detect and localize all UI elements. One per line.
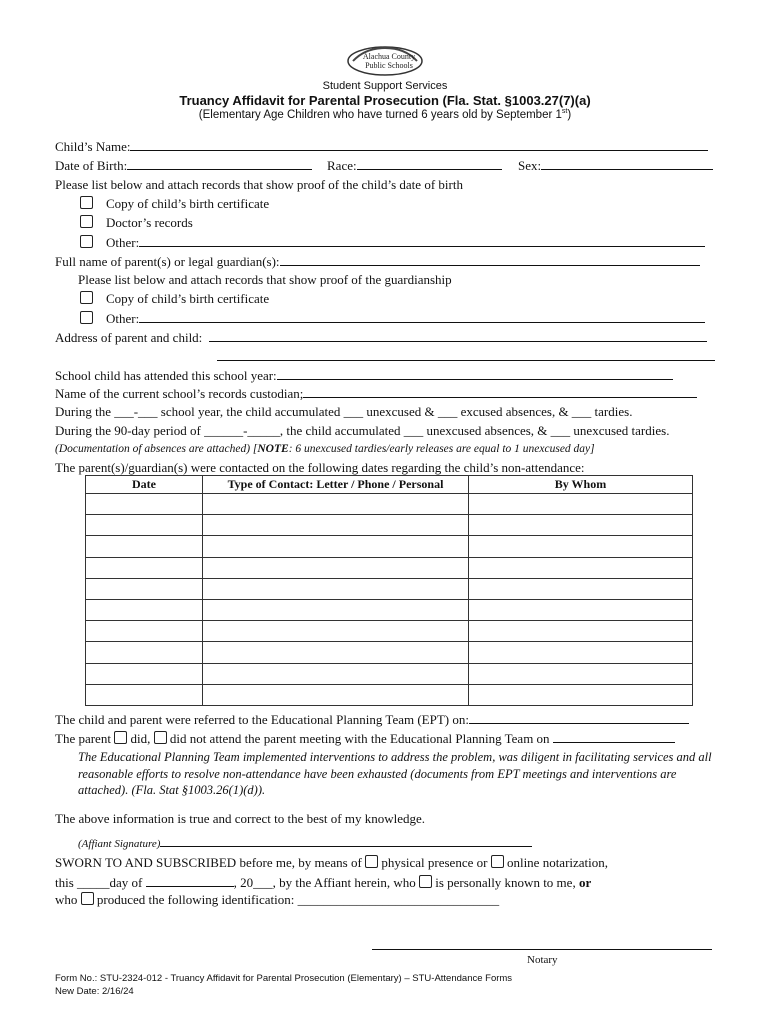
table-row bbox=[86, 621, 693, 642]
custodian-field[interactable]: Name of the current school’s records custodian; bbox=[55, 385, 697, 402]
table-row bbox=[86, 515, 693, 536]
produced-id-checkbox[interactable] bbox=[81, 892, 94, 905]
child-name-field[interactable]: Child’s Name: bbox=[55, 138, 708, 155]
guardian-option-birth-cert[interactable]: Copy of child’s birth certificate bbox=[80, 291, 269, 307]
form-title: Truancy Affidavit for Parental Prosecution (Fla. Stat. §1003.27(7)(a) bbox=[179, 93, 591, 108]
address-line-2[interactable] bbox=[217, 348, 715, 365]
identification-line[interactable]: who produced the following identification: _______________________________ bbox=[55, 892, 500, 907]
header-date: Date bbox=[86, 476, 203, 494]
checkbox[interactable] bbox=[80, 215, 93, 228]
dob-records-instruction: Please list below and attach records that show proof of the child’s date of birth bbox=[55, 177, 463, 192]
checkbox[interactable] bbox=[80, 291, 93, 304]
race-field[interactable]: Race: bbox=[327, 157, 502, 174]
header-type: Type of Contact: Letter / Phone / Personal bbox=[203, 476, 469, 494]
personally-known-checkbox[interactable] bbox=[419, 875, 432, 888]
department-label: Student Support Services bbox=[322, 80, 448, 92]
dob-option-doctor[interactable]: Doctor’s records bbox=[80, 215, 193, 231]
dob-option-other[interactable]: Other: bbox=[80, 234, 705, 251]
table-row bbox=[86, 684, 693, 705]
notary-label: Notary bbox=[527, 954, 558, 966]
online-notarization-checkbox[interactable] bbox=[491, 855, 504, 868]
checkbox[interactable] bbox=[80, 311, 93, 324]
guardian-option-other[interactable]: Other: bbox=[80, 310, 705, 327]
dob-option-birth-cert[interactable]: Copy of child’s birth certificate bbox=[80, 196, 269, 212]
sworn-date-line[interactable]: this _____day of , 20___, by the Affiant herein, who is personally known to me, or bbox=[55, 875, 592, 890]
table-row bbox=[86, 578, 693, 599]
table-row bbox=[86, 663, 693, 684]
contact-table bbox=[85, 475, 693, 706]
table-row bbox=[86, 494, 693, 515]
form-date: New Date: 2/16/24 bbox=[55, 986, 134, 997]
checkbox[interactable] bbox=[80, 235, 93, 248]
sworn-line[interactable]: SWORN TO AND SUBSCRIBED before me, by means of physical presence or online notarization, bbox=[55, 855, 609, 870]
table-row bbox=[86, 536, 693, 557]
did-not-checkbox[interactable] bbox=[154, 731, 167, 744]
guardian-name-field[interactable]: Full name of parent(s) or legal guardian(s): bbox=[55, 253, 700, 270]
ninety-day-absences[interactable]: During the 90-day period of ______-_____, the child accumulated ___ unexcused absences, & ___ unexcused tardies. bbox=[55, 423, 670, 438]
form-subtitle: (Elementary Age Children who have turned 6 years old by September 1st) bbox=[198, 108, 572, 121]
ept-attendance-field[interactable]: The parent did, did not attend the parent meeting with the Educational Planning Team on bbox=[55, 730, 675, 747]
contact-instruction: The parent(s)/guardian(s) were contacted on the following dates regarding the child’s non-attendance: bbox=[55, 460, 585, 475]
header-by-whom: By Whom bbox=[469, 476, 693, 494]
documentation-note: (Documentation of absences are attached) [NOTE: 6 unexcused tardies/early releases are equal to 1 unexcused day] bbox=[55, 443, 595, 455]
ept-statement: The Educational Planning Team implemented interventions to address the problem, was diligent in facilitating services and all reasonable efforts to resolve non-attendance have been exhausted (documents from EPT meetings and interventions are attached). (Fla. Stat §1003.26(1)(d)). bbox=[78, 750, 712, 797]
guardian-records-instruction: Please list below and attach records that show proof of the guardianship bbox=[78, 272, 452, 287]
form-number: Form No.: STU-2324-012 - Truancy Affidavit for Parental Prosecution (Elementary) – STU-Attendance Forms bbox=[55, 973, 513, 984]
school-field[interactable]: School child has attended this school year: bbox=[55, 367, 673, 384]
table-row bbox=[86, 557, 693, 578]
did-checkbox[interactable] bbox=[114, 731, 127, 744]
physical-presence-checkbox[interactable] bbox=[365, 855, 378, 868]
table-row bbox=[86, 599, 693, 620]
checkbox[interactable] bbox=[80, 196, 93, 209]
address-field[interactable]: Address of parent and child: bbox=[55, 329, 707, 346]
affiant-signature-field[interactable]: (Affiant Signature) bbox=[78, 834, 532, 850]
dob-field[interactable]: Date of Birth: bbox=[55, 157, 312, 174]
district-logo bbox=[345, 44, 425, 78]
logo-line2: Public Schools bbox=[365, 61, 413, 70]
table-row bbox=[86, 642, 693, 663]
true-statement: The above information is true and correct to the best of my knowledge. bbox=[55, 811, 426, 826]
contact-table-header bbox=[86, 476, 693, 494]
sex-field[interactable]: Sex: bbox=[518, 157, 713, 174]
notary-signature-line[interactable] bbox=[372, 949, 712, 950]
ept-referral-field[interactable]: The child and parent were referred to the Educational Planning Team (EPT) on: bbox=[55, 711, 689, 728]
school-year-absences[interactable]: During the ___-___ school year, the child accumulated ___ unexcused & ___ excused absences, & ___ tardies. bbox=[55, 404, 633, 419]
logo-line1: Alachua County bbox=[362, 52, 416, 61]
